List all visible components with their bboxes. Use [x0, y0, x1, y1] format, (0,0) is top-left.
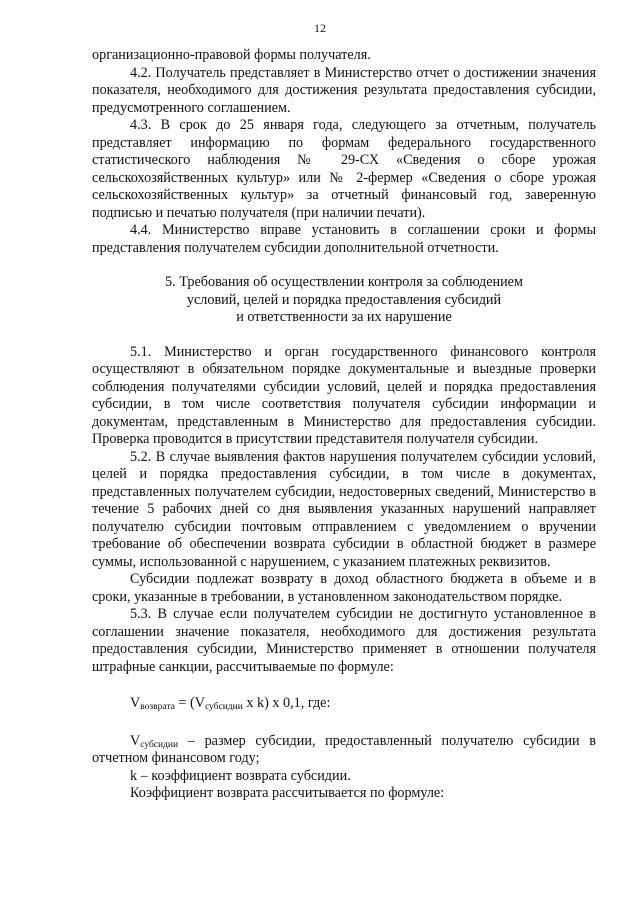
document-body — [92, 47, 596, 803]
formula-sub-subsidy: субсидии — [204, 702, 243, 712]
paragraph-4-3: 4.3. В срок до 25 января года, следующего за отчетным, получатель представляет информацию по формам федерального государственного статистического наблюдения № 29-СХ «Сведения о сборе урожая сельскохозяйственных культур» или № 2-фермер «Сведения о сборе урожая сельскохозяйственных культур» за отчетный финансовый год, заверенную подписью и печатью получателя (при наличии печати). — [92, 117, 596, 221]
page-number: 12 — [314, 21, 326, 35]
section-5-heading — [92, 274, 596, 327]
paragraph-4-4: 4.4. Министерство вправе установить в соглашении сроки и формы представления получателем субсидии дополнительной отчетности. — [92, 222, 596, 256]
paragraph-refund-terms: Субсидии подлежат возврату в доход областного бюджета в объеме и в сроки, указанные в требовании, в установленном законодательством порядке. — [92, 571, 596, 605]
definition-v-subsidy — [92, 733, 596, 768]
definition-k: k – коэффициент возврата субсидии. — [130, 767, 351, 784]
def1-sub: субсидии — [140, 739, 179, 750]
paragraph-5-1: 5.1. Министерство и орган государственного финансового контроля осуществляют в обязательном порядке документальные и выездные проверки соблюдения получателями субсидии условий, целей и порядка предоставления субсидии, в том числе соответствия получателя субсидии информации и документам, представленным в Министерство для предоставления субсидии. Проверка проводится в присутствии представителя получателя субсидии. — [92, 343, 596, 447]
paragraph-5-3: 5.3. В случае если получателем субсидии не достигнуто установленное в соглашении значение показателя, необходимого для достижения результата предоставления субсидии, Министерство применяет в отношении получателя штрафные санкции, рассчитываемые по формуле: — [92, 606, 596, 675]
paragraph-coefficient: Коэффициент возврата рассчитывается по формуле: — [130, 785, 445, 801]
formula-tail: x k) x 0,1, где: — [242, 695, 331, 711]
penalty-formula — [130, 695, 596, 713]
def1-v: V — [130, 732, 141, 749]
paragraph-continuation: организационно-правовой формы получателя. — [92, 47, 371, 63]
heading-line-1: 5. Требования об осуществлении контроля за соблюдением — [165, 274, 523, 290]
paragraph-5-2: 5.2. В случае выявления фактов нарушения получателем субсидии условий, целей и порядка предоставления субсидии, в том числе в документах, представленных получателем субсидии, недостоверных сведений, Министерство в течение 5 рабочих дней со дня выявления указанных нарушений направляет получателю субсидии почтовым отправлением с уведомлением о вручении требование об обеспечении возврата субсидии в областной бюджет в размере суммы, использованной с нарушением, с указанием платежных реквизитов. — [92, 448, 596, 570]
formula-sub-return: возврата — [140, 702, 175, 712]
heading-line-2: условий, целей и порядка предоставления субсидий — [186, 291, 502, 308]
paragraph-4-2: 4.2. Получатель представляет в Министерство отчет о достижении значения показателя, необходимого для достижения результата предоставления субсидии, предусмотренного соглашением. — [92, 64, 596, 116]
heading-line-3: и ответственности за их нарушение — [236, 309, 452, 325]
formula-mid: = (V — [174, 695, 205, 711]
formula-v: V — [130, 695, 141, 711]
def1-text: – размер субсидии, предоставленный получателю субсидии в отчетном финансовом году; — [92, 732, 596, 766]
